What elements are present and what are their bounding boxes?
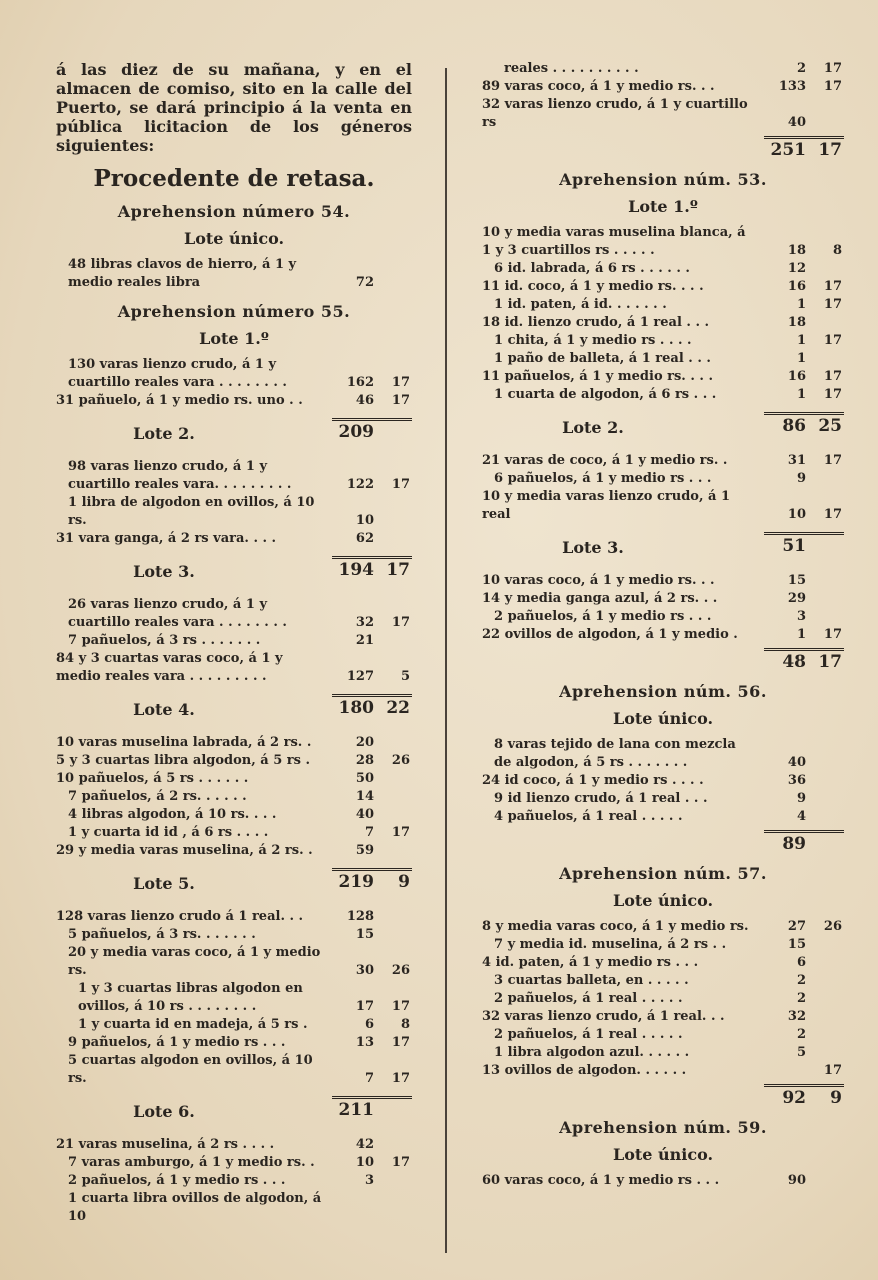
list-item: 21 varas muselina, á 2 rs . . . . 42 [56, 1137, 374, 1152]
lote-total: 48 17 [482, 648, 844, 672]
list-item: 1 y cuarta id id , á 6 rs . . . . 7 17 [68, 825, 410, 840]
list-item: 10 varas muselina labrada, á 2 rs. . 20 [56, 735, 374, 750]
list-item: 8 y media varas coco, á 1 y medio rs. 27 26 [482, 919, 842, 934]
list-item: 5 y 3 cuartas libra algodon, á 5 rs . 28 26 [56, 753, 410, 768]
list-item: 3 cuartas balleta, en . . . . . 2 [494, 973, 806, 988]
list-item: 130 varas lienzo crudo, á 1 y cuartillo reales vara . . . . . . . . 162 17 [68, 357, 410, 390]
list-item: 10 varas coco, á 1 y medio rs. . . 15 [482, 573, 806, 588]
aprehension-55-title: Aprehension número 55. [117, 302, 351, 321]
right-column [482, 60, 844, 1190]
lote-total: Lote 6. 211 [56, 1096, 412, 1126]
list-item: 1 cuarta de algodon, á 6 rs . . . 1 17 [494, 387, 842, 402]
lote-1-heading: Lote 1.º [628, 197, 698, 216]
list-item: 128 varas lienzo crudo á 1 real. . . 128 [56, 909, 374, 924]
list-item: 89 varas coco, á 1 y medio rs. . . 133 17 [482, 79, 842, 94]
list-item: 9 pañuelos, á 1 y medio rs . . . 13 17 [68, 1035, 410, 1050]
list-item: 2 pañuelos, á 1 y medio rs . . . 3 [494, 609, 806, 624]
list-item: 29 y media varas muselina, á 2 rs. . 59 [56, 843, 374, 858]
list-item: 1 libra algodon azul. . . . . . 5 [494, 1045, 806, 1060]
list-item: 9 id lienzo crudo, á 1 real . . . 9 [494, 791, 806, 806]
list-item: 10 y media varas muselina blanca, á 1 y 3 cuartillos rs . . . . . 18 8 [482, 225, 842, 258]
list-item: 20 y media varas coco, á 1 y medio rs. 30 26 [68, 945, 410, 978]
list-item: 24 id coco, á 1 y medio rs . . . . 36 [482, 773, 806, 788]
list-item: 2 pañuelos, á 1 y medio rs . . . 3 [68, 1173, 374, 1188]
aprehension-56-title: Aprehension núm. 56. [559, 682, 767, 701]
list-item: 2 pañuelos, á 1 real . . . . . 2 [494, 1027, 806, 1042]
list-item: 31 vara ganga, á 2 rs vara. . . . 62 [56, 531, 374, 546]
lote-total: 92 9 [482, 1084, 844, 1108]
list-item: 1 cuarta libra ovillos de algodon, á 10 [68, 1191, 322, 1224]
lote-total: Lote 3. 194 17 [56, 556, 412, 586]
aprehension-59-title: Aprehension núm. 59. [559, 1118, 767, 1137]
list-item: 13 ovillos de algodon. . . . . . 17 [482, 1063, 842, 1078]
lote-total: Lote 2. 209 [56, 418, 412, 448]
list-item: 21 varas de coco, á 1 y medio rs. . 31 17 [482, 453, 842, 468]
list-item: 2 pañuelos, á 1 real . . . . . 2 [494, 991, 806, 1006]
list-item: 4 pañuelos, á 1 real . . . . . 4 [494, 809, 806, 824]
list-item: 10 y media varas lienzo crudo, á 1 real 10 17 [482, 489, 842, 522]
list-item: 98 varas lienzo crudo, á 1 y cuartillo reales vara. . . . . . . . . 122 17 [68, 459, 410, 492]
aprehension-54-title: Aprehension número 54. [117, 202, 351, 221]
list-item: 7 y media id. muselina, á 2 rs . . 15 [494, 937, 806, 952]
list-item: 84 y 3 cuartas varas coco, á 1 y medio reales vara . . . . . . . . . 127 5 [56, 651, 410, 684]
lote-1-heading: Lote 1.º [199, 329, 269, 348]
intro-paragraph: á las diez de su mañana, y en el almacen de comiso, sito en la calle del Puerto, se dará principio á la venta en pública licitacion de los géneros siguientes: [56, 60, 412, 155]
aprehension-53-title: Aprehension núm. 53. [559, 170, 767, 189]
list-item: 1 libra de algodon en ovillos, á 10 rs. 10 [68, 495, 374, 528]
list-item: 1 chita, á 1 y medio rs . . . . 1 17 [494, 333, 842, 348]
list-item: 1 y 3 cuartas libras algodon en ovillos, á 10 rs . . . . . . . . 17 17 [78, 981, 410, 1014]
aprehension-57-title: Aprehension núm. 57. [559, 864, 767, 883]
left-column [56, 60, 412, 1226]
list-item: 6 id. labrada, á 6 rs . . . . . . 12 [494, 261, 806, 276]
lote-unico-heading: Lote único. [612, 1145, 714, 1164]
list-item: 7 varas amburgo, á 1 y medio rs. . 10 17 [68, 1155, 410, 1170]
lote-total: Lote 4. 180 22 [56, 694, 412, 724]
list-item: 7 pañuelos, á 3 rs . . . . . . . 21 [68, 633, 374, 648]
list-item: 10 pañuelos, á 5 rs . . . . . . 50 [56, 771, 374, 786]
list-item: 1 id. paten, á id. . . . . . . 1 17 [494, 297, 842, 312]
lote-total: 251 17 [482, 136, 844, 160]
lote-total: Lote 2. 86 25 [482, 412, 844, 442]
lote-unico-heading: Lote único. [612, 891, 714, 910]
list-item: 4 id. paten, á 1 y medio rs . . . 6 [482, 955, 806, 970]
list-item: 4 libras algodon, á 10 rs. . . . 40 [68, 807, 374, 822]
list-item: 32 varas lienzo crudo, á 1 y cuartillo rs 40 [482, 97, 806, 130]
list-item: 8 varas tejido de lana con mezcla de algodon, á 5 rs . . . . . . . 40 [494, 737, 806, 770]
column-divider [445, 68, 447, 1253]
list-item: 1 paño de balleta, á 1 real . . . 1 [494, 351, 806, 366]
lote-unico-heading: Lote único. [612, 709, 714, 728]
list-item: 48 libras clavos de hierro, á 1 y medio reales libra 72 [68, 257, 374, 290]
list-item: 22 ovillos de algodon, á 1 y medio . 1 17 [482, 627, 842, 642]
list-item: 11 pañuelos, á 1 y medio rs. . . . 16 17 [482, 369, 842, 384]
lote-total: 89 [482, 830, 844, 854]
list-item: 60 varas coco, á 1 y medio rs . . . 90 [482, 1173, 806, 1188]
section-title: Procedente de retasa. [93, 165, 375, 192]
list-item: 26 varas lienzo crudo, á 1 y cuartillo reales vara . . . . . . . . 32 17 [68, 597, 410, 630]
list-item: 11 id. coco, á 1 y medio rs. . . . 16 17 [482, 279, 842, 294]
lote-total: Lote 5. 219 9 [56, 868, 412, 898]
list-item: 31 pañuelo, á 1 y medio rs. uno . . 46 17 [56, 393, 410, 408]
list-item: 14 y media ganga azul, á 2 rs. . . 29 [482, 591, 806, 606]
list-item: reales . . . . . . . . . . 2 17 [504, 61, 842, 76]
list-item: 32 varas lienzo crudo, á 1 real. . . 32 [482, 1009, 806, 1024]
list-item: 7 pañuelos, á 2 rs. . . . . . 14 [68, 789, 374, 804]
list-item: 6 pañuelos, á 1 y medio rs . . . 9 [494, 471, 806, 486]
list-item: 5 cuartas algodon en ovillos, á 10 rs. 7 17 [68, 1053, 410, 1086]
list-item: 1 y cuarta id en madeja, á 5 rs . 6 8 [78, 1017, 410, 1032]
list-item: 5 pañuelos, á 3 rs. . . . . . . 15 [68, 927, 374, 942]
lote-unico-heading: Lote único. [183, 229, 285, 248]
lote-total: Lote 3. 51 [482, 532, 844, 562]
list-item: 18 id. lienzo crudo, á 1 real . . . 18 [482, 315, 806, 330]
